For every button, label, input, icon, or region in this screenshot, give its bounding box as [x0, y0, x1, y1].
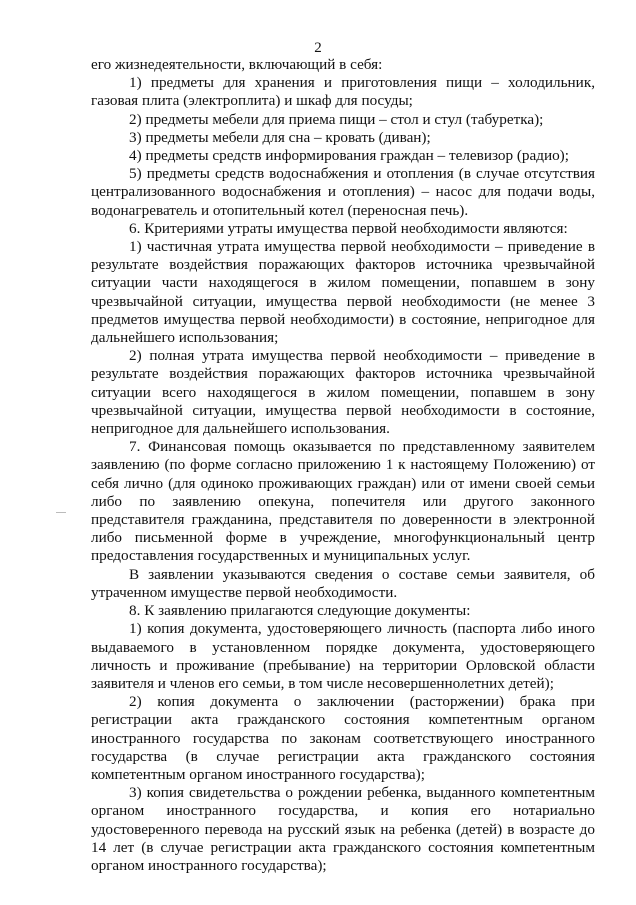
paragraph-item-water-heating: 5) предметы средств водоснабжения и отопления (в случае отсутствия централизованного водоснабжения и отопления) – насос для подачи воды, водонагреватель и отопительный котел (переносная печь). [91, 165, 595, 219]
paragraph-item-sleep-furniture: 3) предметы мебели для сна – кровать (диван); [129, 128, 431, 146]
paragraph-doc-identity: 1) копия документа, удостоверяющего личность (паспорта либо иного выдаваемого в установленном порядке документа, удостоверяющего личность и проживание (пребывание) на территории Орловской области заявителя и членов его семьи, в том числе несовершеннолетних детей); [91, 620, 595, 692]
paragraph-full-loss: 2) полная утрата имущества первой необходимости – приведение в результате воздействия поражающих факторов источника чрезвычайной ситуации всего находящегося в жилом помещении, попавшем в зону чрезвычайной ситуации, имущества первой необходимости в состояние, непригодное для дальнейшего использования. [91, 347, 595, 438]
paragraph-doc-birth: 3) копия свидетельства о рождении ребенка, выданного компетентным органом иностранного государства, и копия его нотариально удостоверенного перевода на русский язык на ребенка (детей) в возрасте до 14 лет (в случае регистрации акта гражданского состояния компетентным органом иностранного государства); [91, 784, 595, 874]
paragraph-application-info: В заявлении указываются сведения о составе семьи заявителя, об утраченном имуществе первой необходимости. [91, 565, 595, 601]
paragraph-partial-loss: 1) частичная утрата имущества первой необходимости – приведение в результате воздействия поражающих факторов источника чрезвычайной ситуации части находящегося в жилом помещении, попавшем в зону чрезвычайной ситуации, имущества первой необходимости (не менее 3 предметов имущества первой необходимости) в состояние, непригодное для дальнейшего использования; [91, 238, 595, 347]
paragraph-item-information-devices: 4) предметы средств информирования граждан – телевизор (радио); [129, 147, 569, 165]
paragraph-item-food-storage: 1) предметы для хранения и приготовления пищи – холодильник, газовая плита (электроплита) и шкаф для посуды; [91, 74, 595, 110]
paragraph-item-dining-furniture: 2) предметы мебели для приема пищи – стол и стул (табуретка); [129, 110, 544, 128]
document-body [91, 56, 595, 875]
scan-artifact [56, 512, 66, 513]
paragraph-section-8: 8. К заявлению прилагаются следующие документы: [129, 602, 471, 620]
paragraph-doc-marriage: 2) копия документа о заключении (расторжении) брака при регистрации акта гражданского состояния компетентным органом иностранного государства по законам соответствующего иностранного государства (в случае регистрации акта гражданского состояния компетентным органом иностранного государства); [91, 693, 595, 783]
page-number: 2 [314, 40, 322, 56]
paragraph-section-7: 7. Финансовая помощь оказывается по представленному заявителем заявлению (по форме согласно приложению 1 к настоящему Положению) от себя лично (для одиноко проживающих граждан) или от имени своей семьи либо по заявлению опекуна, попечителя или другого законного представителя гражданина, представителя по доверенности в электронной либо письменной форме в учреждение, многофункциональный центр предоставления государственных и муниципальных услуг. [91, 438, 595, 565]
paragraph-section-6: 6. Критериями утраты имущества первой необходимости являются: [129, 219, 568, 237]
paragraph-continuation: его жизнедеятельности, включающий в себя: [91, 56, 383, 73]
